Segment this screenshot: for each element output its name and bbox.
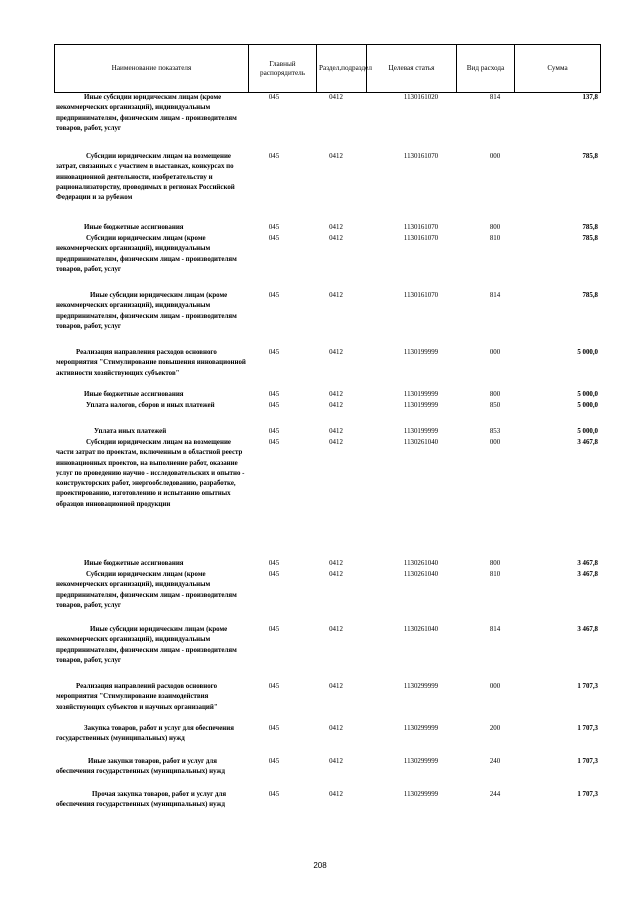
row-vr: 244 — [489, 791, 501, 798]
row-rz: 0412 — [329, 235, 343, 242]
row-sum: 3 467,8 — [577, 571, 598, 578]
row-name: Закупка товаров, работ и услуг для обеспечения государственных (муниципальных) нужд — [56, 725, 234, 743]
header-cs: Целевая статья — [367, 45, 457, 93]
row-vr: 853 — [489, 428, 501, 435]
row-sum: 3 467,8 — [577, 439, 598, 446]
row-name: Реализация направлений расходов основного мероприятия "Стимулирование взаимодействия хозяйствующих субъектов и научных организаций" — [56, 683, 218, 711]
row-name: Субсидии юридическим лицам (кроме некоммерческих организаций), индивидуальным предпринимателям, физическим лицам - производителям товаров, работ, услуг — [56, 571, 237, 609]
row-rz: 0412 — [329, 428, 343, 435]
row-cs: 1130261040 — [403, 439, 439, 446]
row-sum: 785,8 — [582, 292, 598, 299]
row-name: Иные закупки товаров, работ и услуг для обеспечения государственных (муниципальных) нужд — [56, 758, 225, 776]
row-vr: 240 — [489, 758, 501, 765]
row-vr: 000 — [489, 683, 501, 690]
row-cs: 1130299999 — [403, 758, 439, 765]
row-rz: 0412 — [329, 224, 343, 231]
row-rz: 0412 — [329, 439, 343, 446]
row-gr: 045 — [268, 725, 280, 732]
row-name: Уплата налогов, сборов и иных платежей — [86, 402, 215, 409]
row-sum: 3 467,8 — [577, 626, 598, 633]
row-sum: 1 707,3 — [577, 791, 598, 798]
header-name: Наименование показателя — [55, 45, 249, 93]
header-rz: Раздел,подраздел — [317, 45, 367, 93]
row-cs: 1130161070 — [403, 292, 439, 299]
row-rz: 0412 — [329, 683, 343, 690]
row-rz: 0412 — [329, 402, 343, 409]
header-gr: Главный распорядитель — [249, 45, 317, 93]
row-gr: 045 — [268, 758, 280, 765]
row-name: Субсидии юридическим лицам на возмещение части затрат по проектам, включенным в областной реестр инновационных проектов, на выполнение работ, оказание услуг по проведению научно - исследовательских и опытно - конструкторских работ, энергообследованию, разработке, проектированию, изготовлению и испытанию опытных образцов инновационной продукции — [56, 439, 245, 508]
row-cs: 1130261040 — [403, 560, 439, 567]
row-vr: 800 — [489, 391, 501, 398]
row-name: Иные бюджетные ассигнования — [84, 391, 184, 398]
row-cs: 1130299999 — [403, 683, 439, 690]
row-gr: 045 — [268, 439, 280, 446]
row-vr: 000 — [489, 439, 501, 446]
row-name: Прочая закупка товаров, работ и услуг для обеспечения государственных (муниципальных) нужд — [56, 791, 227, 809]
row-gr: 045 — [268, 402, 280, 409]
row-name: Уплата иных платежей — [94, 428, 167, 435]
row-vr: 810 — [489, 235, 501, 242]
row-gr: 045 — [268, 683, 280, 690]
row-cs: 1130161070 — [403, 153, 439, 160]
row-gr: 045 — [268, 224, 280, 231]
row-name: Иные субсидии юридическим лицам (кроме некоммерческих организаций), индивидуальным предпринимателям, физическим лицам - производителям товаров, работ, услуг — [56, 94, 237, 132]
row-vr: 800 — [489, 224, 501, 231]
row-vr: 850 — [489, 402, 501, 409]
header-sum: Сумма — [515, 45, 601, 93]
row-cs: 1130299999 — [403, 791, 439, 798]
row-sum: 785,8 — [582, 235, 598, 242]
row-gr: 045 — [268, 791, 280, 798]
header-vr: Вид расхода — [457, 45, 515, 93]
row-rz: 0412 — [329, 391, 343, 398]
row-gr: 045 — [268, 428, 280, 435]
row-sum: 785,8 — [582, 224, 598, 231]
row-name: Иные субсидии юридическим лицам (кроме некоммерческих организаций), индивидуальным предпринимателям, физическим лицам - производителям товаров, работ, услуг — [56, 626, 237, 664]
row-vr: 814 — [489, 626, 501, 633]
table-header — [54, 44, 601, 93]
row-vr: 000 — [489, 349, 501, 356]
row-rz: 0412 — [329, 571, 343, 578]
row-rz: 0412 — [329, 153, 343, 160]
row-gr: 045 — [268, 560, 280, 567]
row-sum: 5 000,0 — [577, 402, 598, 409]
row-name: Иные бюджетные ассигнования — [84, 224, 184, 231]
row-rz: 0412 — [329, 791, 343, 798]
row-vr: 800 — [489, 560, 501, 567]
row-cs: 1130261040 — [403, 626, 439, 633]
row-rz: 0412 — [329, 94, 343, 101]
row-cs: 1130199999 — [403, 428, 439, 435]
row-gr: 045 — [268, 235, 280, 242]
row-cs: 1130199999 — [403, 402, 439, 409]
row-sum: 5 000,0 — [577, 349, 598, 356]
row-cs: 1130261040 — [403, 571, 439, 578]
row-cs: 1130199999 — [403, 349, 439, 356]
row-rz: 0412 — [329, 292, 343, 299]
page-number: 208 — [313, 861, 327, 870]
row-gr: 045 — [268, 626, 280, 633]
row-rz: 0412 — [329, 349, 343, 356]
row-rz: 0412 — [329, 758, 343, 765]
row-gr: 045 — [268, 292, 280, 299]
row-vr: 200 — [489, 725, 501, 732]
row-gr: 045 — [268, 571, 280, 578]
row-cs: 1130299999 — [403, 725, 439, 732]
row-name: Реализация направления расходов основного мероприятия "Стимулирование повышения инновационной активности хозяйствующих субъектов" — [56, 349, 246, 377]
row-sum: 3 467,8 — [577, 560, 598, 567]
row-vr: 814 — [489, 94, 501, 101]
row-gr: 045 — [268, 349, 280, 356]
row-name: Субсидии юридическим лицам (кроме некоммерческих организаций), индивидуальным предпринимателям, физическим лицам - производителям товаров, работ, услуг — [56, 235, 237, 273]
row-sum: 1 707,3 — [577, 758, 598, 765]
row-name: Иные бюджетные ассигнования — [84, 560, 184, 567]
row-cs: 1130161070 — [403, 224, 439, 231]
row-gr: 045 — [268, 153, 280, 160]
document-page — [54, 44, 600, 809]
row-rz: 0412 — [329, 560, 343, 567]
row-sum: 5 000,0 — [577, 428, 598, 435]
row-cs: 1130161020 — [403, 94, 439, 101]
row-sum: 5 000,0 — [577, 391, 598, 398]
row-name: Иные субсидии юридическим лицам (кроме некоммерческих организаций), индивидуальным предпринимателям, физическим лицам - производителям товаров, работ, услуг — [56, 292, 237, 330]
row-sum: 1 707,3 — [577, 725, 598, 732]
row-vr: 810 — [489, 571, 501, 578]
row-sum: 137,8 — [582, 94, 598, 101]
row-sum: 785,8 — [582, 153, 598, 160]
row-sum: 1 707,3 — [577, 683, 598, 690]
row-cs: 1130199999 — [403, 391, 439, 398]
row-rz: 0412 — [329, 725, 343, 732]
row-cs: 1130161070 — [403, 235, 439, 242]
row-vr: 000 — [489, 153, 501, 160]
row-gr: 045 — [268, 391, 280, 398]
row-rz: 0412 — [329, 626, 343, 633]
row-gr: 045 — [268, 94, 280, 101]
row-vr: 814 — [489, 292, 501, 299]
row-name: Субсидии юридическим лицам на возмещение затрат, связанных с участием в выставках, конкурсах по инновационной деятельности, изобретательству и рационализаторству, проводимых в регионах Российской Федерации и за рубежом — [56, 153, 235, 202]
